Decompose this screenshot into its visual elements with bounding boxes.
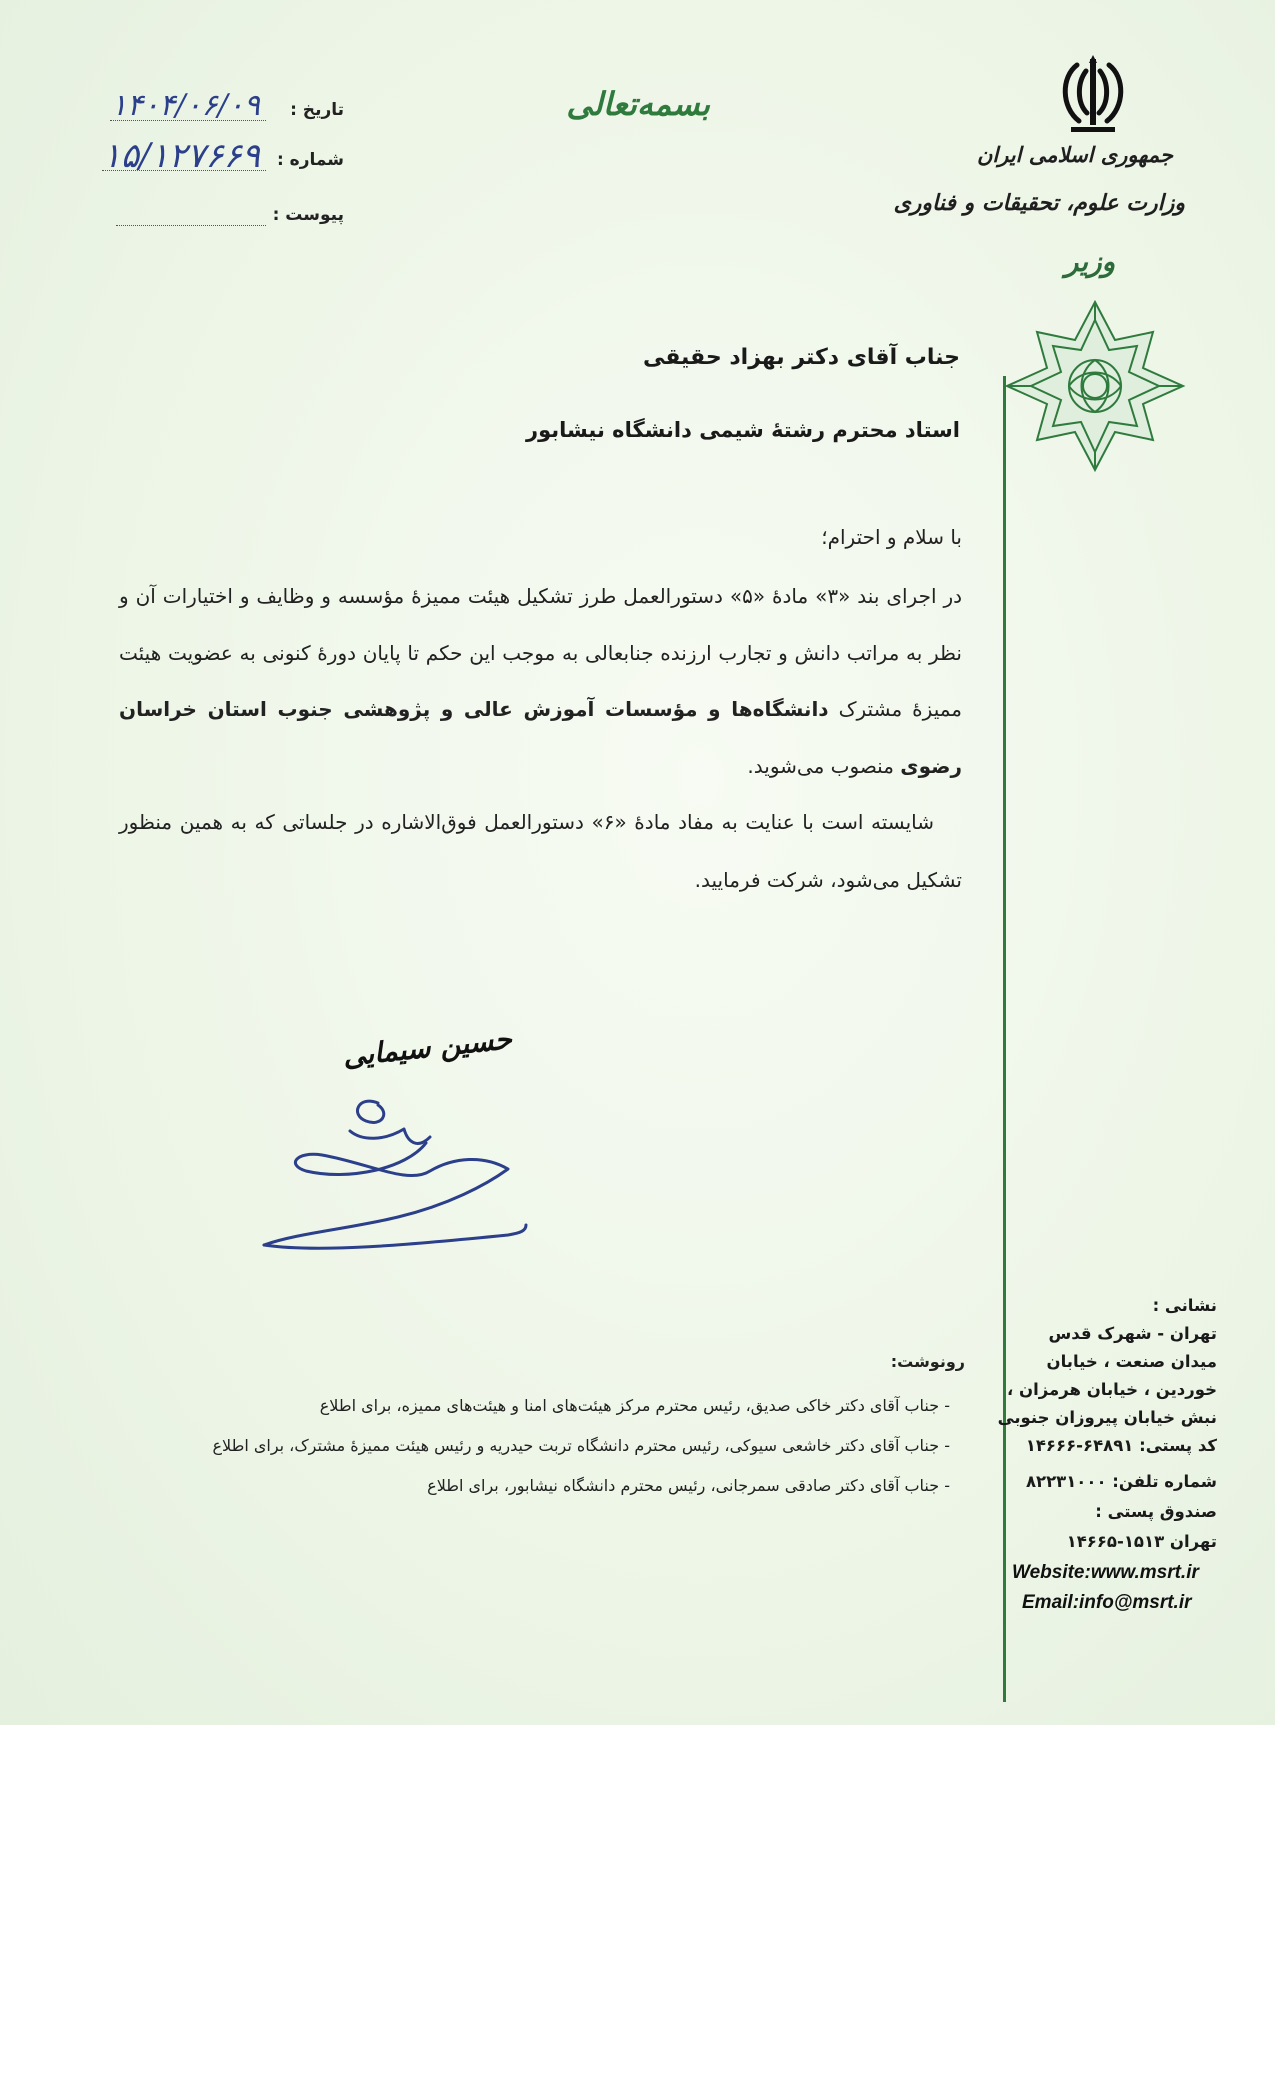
letterhead-office: وزیر	[1064, 245, 1116, 278]
website-link[interactable]: Website:www.msrt.ir	[1012, 1562, 1199, 1583]
po-box-value: تهران ۱۵۱۳-۱۴۶۶۵	[1066, 1532, 1217, 1551]
date-value: ۱۴۰۴/۰۶/۰۹	[110, 88, 260, 123]
body-paragraph-2: شایسته است با عنایت به مفاد مادهٔ «۶» دستورالعمل فوق‌الاشاره در جلساتی که به همین منظور تشکیل می‌شود، شرکت فرمایید.	[119, 810, 962, 892]
letterhead-ministry: وزارت علوم، تحقیقات و فناوری	[893, 190, 1185, 216]
address-line: نبش خیابان پیروزان جنوبی	[997, 1408, 1217, 1427]
number-field	[102, 136, 344, 184]
address-line: میدان صنعت ، خیابان	[1046, 1352, 1217, 1371]
attachment-dotted-line	[116, 225, 266, 226]
paragraph-1-emphasis: دانشگاه‌ها و مؤسسات آموزش عالی و پژوهشی جنوب استان خراسان رضوی	[119, 697, 962, 778]
cc-item: - جناب آقای دکتر خاشعی سیوکی، رئیس محترم دانشگاه تربت حیدریه و رئیس هیئت ممیزهٔ مشترک، برای اطلاع	[212, 1436, 950, 1455]
phone-number: شماره تلفن: ۸۲۲۳۱۰۰۰	[1025, 1472, 1217, 1491]
cc-item: - جناب آقای دکتر صادقی سمرجانی، رئیس محترم دانشگاه نیشابور، برای اطلاع	[427, 1476, 950, 1495]
recipient-title: استاد محترم رشتهٔ شیمی دانشگاه نیشابور	[526, 418, 960, 442]
recipient-name: جناب آقای دکتر بهزاد حقیقی	[642, 345, 960, 370]
handwritten-signature	[258, 1085, 528, 1250]
paragraph-1-end: منصوب می‌شوید.	[747, 753, 894, 778]
number-value: ۱۵/۱۲۷۶۶۹	[102, 136, 260, 176]
cc-label: رونوشت:	[890, 1352, 965, 1371]
signer-name: حسین سیمایی	[341, 1022, 514, 1073]
address-label: نشانی :	[1152, 1296, 1217, 1315]
cc-item: - جناب آقای دکتر خاکی صدیق، رئیس محترم مرکز هیئت‌های امنا و هیئت‌های ممیزه، برای اطلاع	[319, 1396, 950, 1415]
basmala-heading: بسمه‌تعالی	[566, 85, 710, 123]
floral-ornament-icon	[1003, 298, 1187, 474]
greeting: با سلام و احترام؛	[821, 525, 962, 549]
address-line: تهران - شهرک قدس	[1048, 1324, 1217, 1343]
body-paragraph-1	[119, 568, 962, 794]
date-label: تاریخ :	[290, 100, 344, 120]
date-field	[110, 88, 344, 134]
attachment-field	[116, 205, 344, 239]
iran-emblem-icon	[1055, 55, 1131, 137]
postal-code: کد پستی: ۶۴۸۹۱-۱۴۶۶۶	[1025, 1436, 1217, 1455]
number-label: شماره :	[276, 150, 344, 170]
email-link[interactable]: Email:info@msrt.ir	[1022, 1592, 1192, 1613]
margin-rule	[1003, 376, 1006, 1702]
paragraph-1-text: در اجرای بند «۳» مادهٔ «۵» دستورالعمل طرز تشکیل هیئت ممیزهٔ مؤسسه و وظایف و اختیارات آن و نظر به مراتب دانش و تجارب ارزنده جنابعالی به موجب این حکم تا پایان دورهٔ کنونی به عضویت هیئت ممیزهٔ مشترک	[119, 584, 963, 721]
po-box-label: صندوق پستی :	[1095, 1502, 1217, 1521]
letterhead-country: جمهوری اسلامی ایران	[976, 142, 1174, 167]
address-line: خوردین ، خیابان هرمزان ،	[1007, 1380, 1217, 1399]
attachment-label: پیوست :	[272, 205, 344, 225]
